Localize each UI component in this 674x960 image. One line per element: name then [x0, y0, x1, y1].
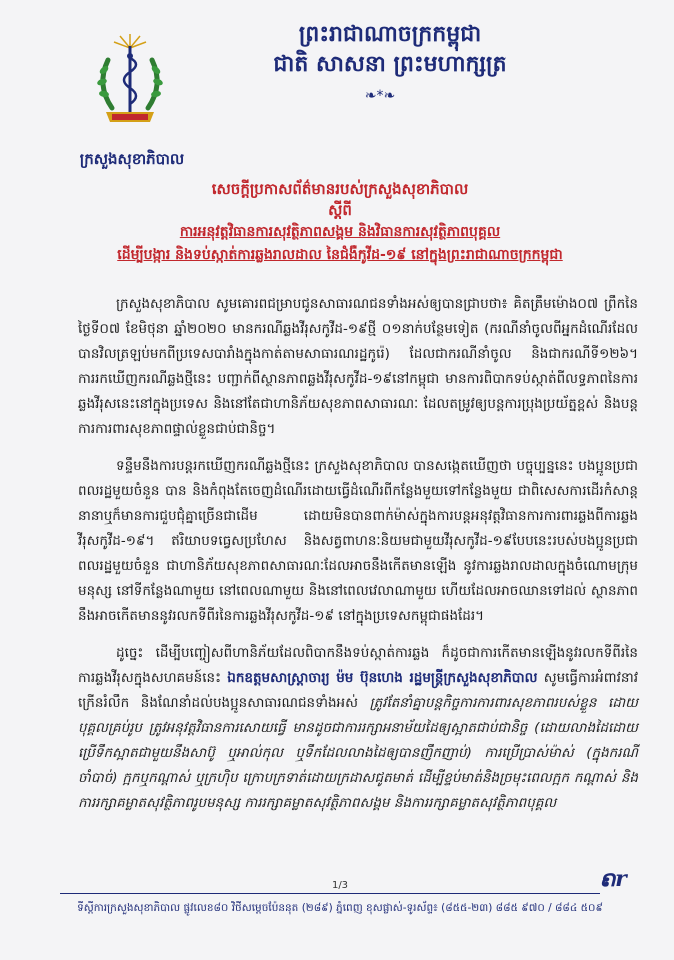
title-line-3: ការអនុវត្តវិធានការសុវត្ថិភាពសង្គម និងវិធានការសុវត្ថិភាពបុគ្គល	[179, 224, 501, 240]
ministry-label: ក្រសួងសុខាភិបាល	[79, 150, 185, 168]
title-line-1: សេចក្តីប្រកាសព័ត៌មានរបស់ក្រសួងសុខាភិបាល	[211, 180, 469, 198]
paragraph-3-guidance: ត្រូវតែនាំគ្នាបន្តកិច្ចការការពារសុខភាពរបស់ខ្លួន ដោយបុគ្គលគ្រប់រូប ត្រូវអនុវត្តវិធានការសោយធ្វើ មានដូចជាការរក្សាអនាម័យដៃឲ្យស្អាតជាប់ជានិច្ច (ដោយលាងដៃដោយប្រើទឹកស្អាតជាមួយនឹងសាប៊ូ ឬអាល់កុល ឬទឹកដែលលាងដៃឲ្យបានញឹកញាប់) ការប្រើប្រាស់ម៉ាស់ (ក្នុងករណីចាំបាច់) ក្អកឬកណ្តាស់ ឬក្រហ៊ិប ក្រោបក្រទាត់ដោយក្រដាសជូតមាត់ ដើម្បីខ្ទប់មាត់និងច្រមុះពេលក្អក កណ្តាស់ និងការរក្សាគម្លាតសុវត្ថិភាពរូបមនុស្ស ការរក្សាគម្លាតសុវត្ថិភាពសង្គម និងការរក្សាគម្លាតសុវត្ថិភាពបុគ្គល	[78, 695, 639, 811]
paragraph-1: ក្រសួងសុខាភិបាល សូមគោរពជម្រាបជូនសាធារណជនទាំងអស់ឲ្យបានជ្រាបថា៖ គិតត្រឹមម៉ោង០៧ ព្រឹកនៃថ្ងៃទី០៧ ខែមិថុនា ឆ្នាំ២០២០ មានករណីឆ្លងវីរុសកូវីដ-១៩ថ្មី ០១នាក់បន្ថែមទៀត (ករណីនាំចូលពីអ្នកដំណើរដែលបានវិលត្រឡប់មកពីប្រទេសបារាំងក្នុងកាត់តាមសាធារណរដ្ឋកូរ៉េ) ដែលជាករណីនាំចូល និងជាករណីទី១២៦។ ការរកឃើញករណីឆ្លងថ្មីនេះ បញ្ជាក់ពីស្ថានភាពឆ្លងវីរុសកូវីដ-១៩នៅកម្ពុជា មានការពិបាកទប់ស្កាត់ពីលទ្ធភាពនៃការឆ្លងវីរុសនេះនៅក្នុងប្រទេស និងនៅតែជាហានិភ័យសុខភាពសាធារណៈ ដែលតម្រូវឲ្យបន្តការប្រុងប្រយ័ត្នខ្ពស់ និងបន្តការការពារសុខភាពផ្ទាល់ខ្លួនជាប់ជានិច្ច។	[78, 296, 638, 437]
paragraph-3-end: សូមធ្វើការអំពាវនាវ ក្រើនរំលឹក និងណែនាំដល់បងប្អូនសាធារណជនទាំងអស់	[78, 670, 638, 711]
signature-initials: ຄr	[600, 866, 627, 892]
paragraph-3-start: ដូច្នេះ ដើម្បីបញ្ចៀសពីហានិភ័យដែលពិបាកនឹងទប់ស្កាត់ការឆ្លង ក៏ដូចជាការកើតមានឡើងនូវរលកទីពីរនៃការឆ្លងវីរុសក្នុងសហគមន៍នេះ	[78, 645, 638, 686]
ministry-emblem-icon	[90, 30, 170, 140]
paragraph-2: ទន្ទឹមនឹងការបន្តរកឃើញករណីឆ្លងថ្មីនេះ ក្រសួងសុខាភិបាល បានសង្កេតឃើញថា បច្ចុប្បន្ននេះ បងប្អូនប្រជាពលរដ្ឋមួយចំនួន បាន និងកំពុងតែចេញដំណើរដោយធ្វើដំណើរពីកន្លែងមួយទៅកន្លែងមួយ ជាពិសេសការដើរកំសាន្តនានាឬក៏មានការជួបជុំគ្នាច្រើនជាដើម ដោយមិនបានពាក់ម៉ាស់ក្នុងការបន្តអនុវត្តវិធានការការពារឆ្លងពីការឆ្លងវីរុសកូវីដ-១៩។ ឥរិយាបទធ្វេសប្រហែស និងសត្វពាហនៈនិយមជាមួយវីរុសកូវីដ-១៩បែបនេះរបស់បងប្អូនប្រជាពលរដ្ឋមួយចំនួន ជាហានិភ័យសុខភាពសាធារណៈដែលអាចនឹងកើតមានឡើង នូវការឆ្លងរាលដាលក្នុងចំណោមក្រុមមនុស្ស នៅទីកន្លែងណាមួយ នៅពេលណាមួយ និងនៅពេលវេលាណាមួយ ហើយដែលអាចឈានទៅដល់ ស្ថានភាពនឹងអាចកើតមាននូវរលកទីពីរនៃការឆ្លងវីរុសកូវីដ-១៩ នៅក្នុងប្រទេសកម្ពុជាផងដែរ។	[78, 458, 638, 624]
title-line-4: ដើម្បីបង្ការ និងទប់ស្កាត់ការឆ្លងរាលដាល នៃជំងឺកូវីដ-១៩ នៅក្នុងព្រះរាជាណាចក្រកម្ពុជា	[117, 247, 563, 263]
kingdom-line-2: ជាតិ សាសនា ព្រះមហាក្សត្រ	[273, 52, 507, 77]
minister-name: ឯកឧត្តមសាស្ត្រាចារ្យ ម៉ម ប៊ុនហេង រដ្ឋមន្ត្រីក្រសួងសុខាភិបាល	[227, 670, 538, 686]
footer-address: ទីស្តីការក្រសួងសុខាភិបាល ផ្លូវលេខ៨០ វិថីសម្តេចប៉ែននុត (២៨៩) ភ្នំពេញ ខុសផ្លាស់-ទូរស័ព្ទ៖ (៨៥៥-២៣) ៨៨៥ ៩៧០ / ៨៨៤ ៥០៩	[77, 902, 603, 914]
document-title	[40, 178, 640, 266]
footer-divider	[60, 893, 600, 894]
kingdom-motto	[230, 20, 550, 80]
page-number: 1/3	[331, 880, 349, 891]
kingdom-line-1: ព្រះរាជាណាចក្រកម្ពុជា	[298, 22, 482, 47]
document-body	[78, 292, 638, 828]
ornament: ❧*❧	[364, 88, 396, 104]
paragraph-3	[78, 641, 638, 816]
title-line-2: ស្តីពី	[328, 201, 352, 219]
